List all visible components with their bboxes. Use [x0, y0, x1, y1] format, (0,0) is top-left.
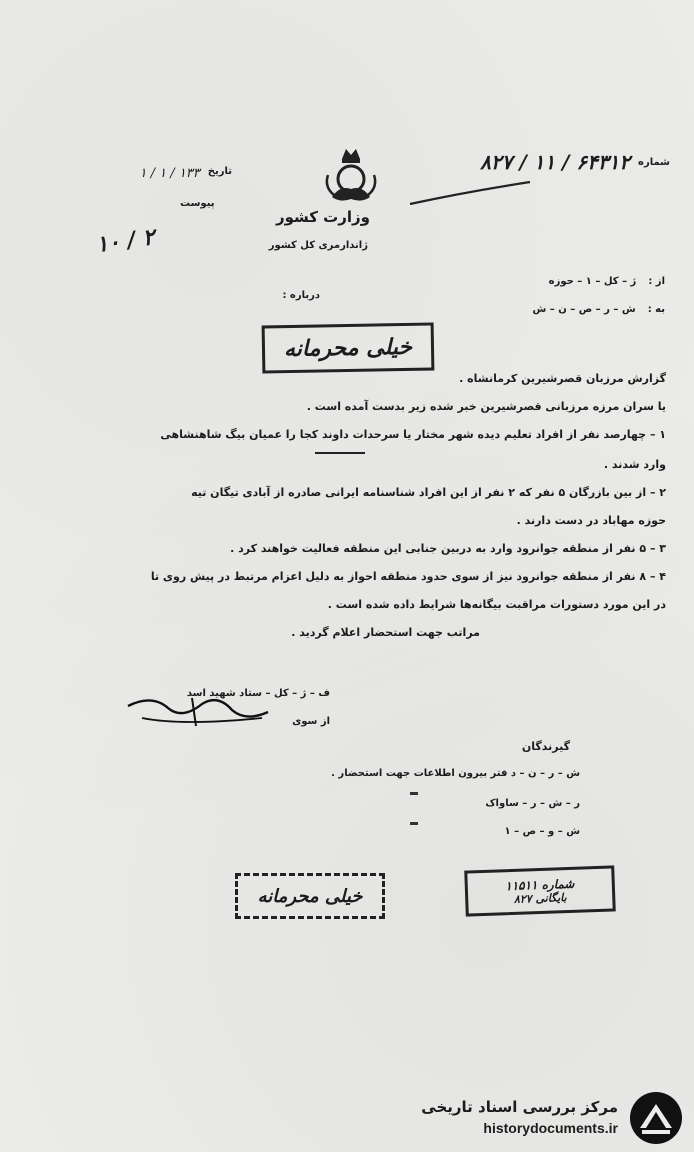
to-value: ش – ر – ص – ن – ش: [532, 304, 636, 315]
number-field: [405, 150, 670, 174]
body-line: ۱ – چهارصد نفر از افراد تعلیم دیده شهر مختار یا سرحدات داوند کجا را عمیان بیگ شاهنشاهی: [160, 428, 666, 441]
signature-line-2: از سوی: [292, 716, 330, 727]
left-marginal-note: ۱۰ / ۲: [94, 224, 157, 258]
registry-stamp-line-1: شماره ۱۱۵۱۱: [504, 876, 575, 893]
date-value: ۱۳۳ / ۱ / ۱: [139, 166, 200, 181]
classification-stamp-bottom: خیلی محرمانه: [235, 873, 385, 919]
classification-stamp-top: خیلی محرمانه: [262, 323, 435, 374]
from-field: [450, 276, 665, 287]
body-line: حوزه مهاباد در دست دارند .: [516, 514, 666, 527]
date-field: [42, 166, 232, 181]
number-label: شماره: [638, 156, 670, 168]
body-line: گزارش مرزبان قصرشیرین کرمانشاه .: [459, 372, 666, 385]
dash-mark: [410, 792, 418, 795]
handwritten-signature: [122, 692, 272, 732]
body-line: ۲ – از بین بازرگان ۵ نفر که ۲ نفر از این افراد شناسنامه ایرانی صادره از آبادی تیگان تیه: [191, 486, 666, 499]
attachment-label: پیوست: [180, 198, 215, 209]
underline-mark: [315, 452, 365, 454]
recipient-item: ش – ر – ن – د فتر بیرون اطلاعات جهت استحضار .: [331, 768, 580, 779]
department-title: ژاندارمری کل کشور: [268, 240, 368, 251]
footer-org-name: مرکز بررسی اسناد تاریخی: [421, 1098, 618, 1116]
archive-logo-icon: [628, 1090, 684, 1146]
body-line: در این مورد دستورات مراقبت بیگانه‌ها شرایط داده شده است .: [327, 598, 666, 611]
date-label: تاریخ: [207, 166, 232, 177]
dash-mark: [410, 822, 418, 825]
ministry-title: وزارت کشور: [275, 208, 370, 226]
body-line: ۳ – ۵ نفر از منطقه جوانرود وارد به دربین جنابی این منطقه فعالیت خواهند کرد .: [230, 542, 666, 555]
number-value: ۶۴۳۱۲ / ۱۱ / ۸۲۷: [480, 150, 631, 174]
body-line: یا سران مرزه مرزبانی قصرشیرین خبر شده زیر بدست آمده است .: [306, 400, 666, 413]
lion-and-sun-emblem: [322, 145, 380, 207]
to-label: به :: [647, 304, 665, 315]
body-line: ۴ – ۸ نفر از منطقه جوانرود نیز از سوی حدود منطقه احواز به دلیل اعزام مرتبط در پیش روی تا: [150, 570, 666, 583]
registry-stamp-line-2: بایگانی ۸۲۷: [513, 890, 567, 906]
subject-label: درباره :: [282, 290, 320, 301]
registry-stamp: [464, 865, 616, 916]
from-value: ژ – کل – ۱ – حوزه: [548, 276, 637, 287]
to-field: [450, 304, 665, 315]
body-line: وارد شدند .: [603, 458, 666, 471]
signature-line-1: ف – ژ – کل – ستاد شهید اسد: [186, 688, 330, 699]
recipient-item: ر – ش – ر – ساواک: [485, 798, 580, 809]
from-label: از :: [648, 276, 665, 287]
body-line: مراتب جهت استحضار اعلام گردید .: [291, 626, 480, 639]
recipients-title: گیرندگان: [521, 740, 570, 753]
footer-website: historydocuments.ir: [483, 1120, 618, 1136]
number-underline-stroke: [405, 178, 535, 208]
recipient-item: ش – و – ص – ۱: [504, 826, 580, 837]
